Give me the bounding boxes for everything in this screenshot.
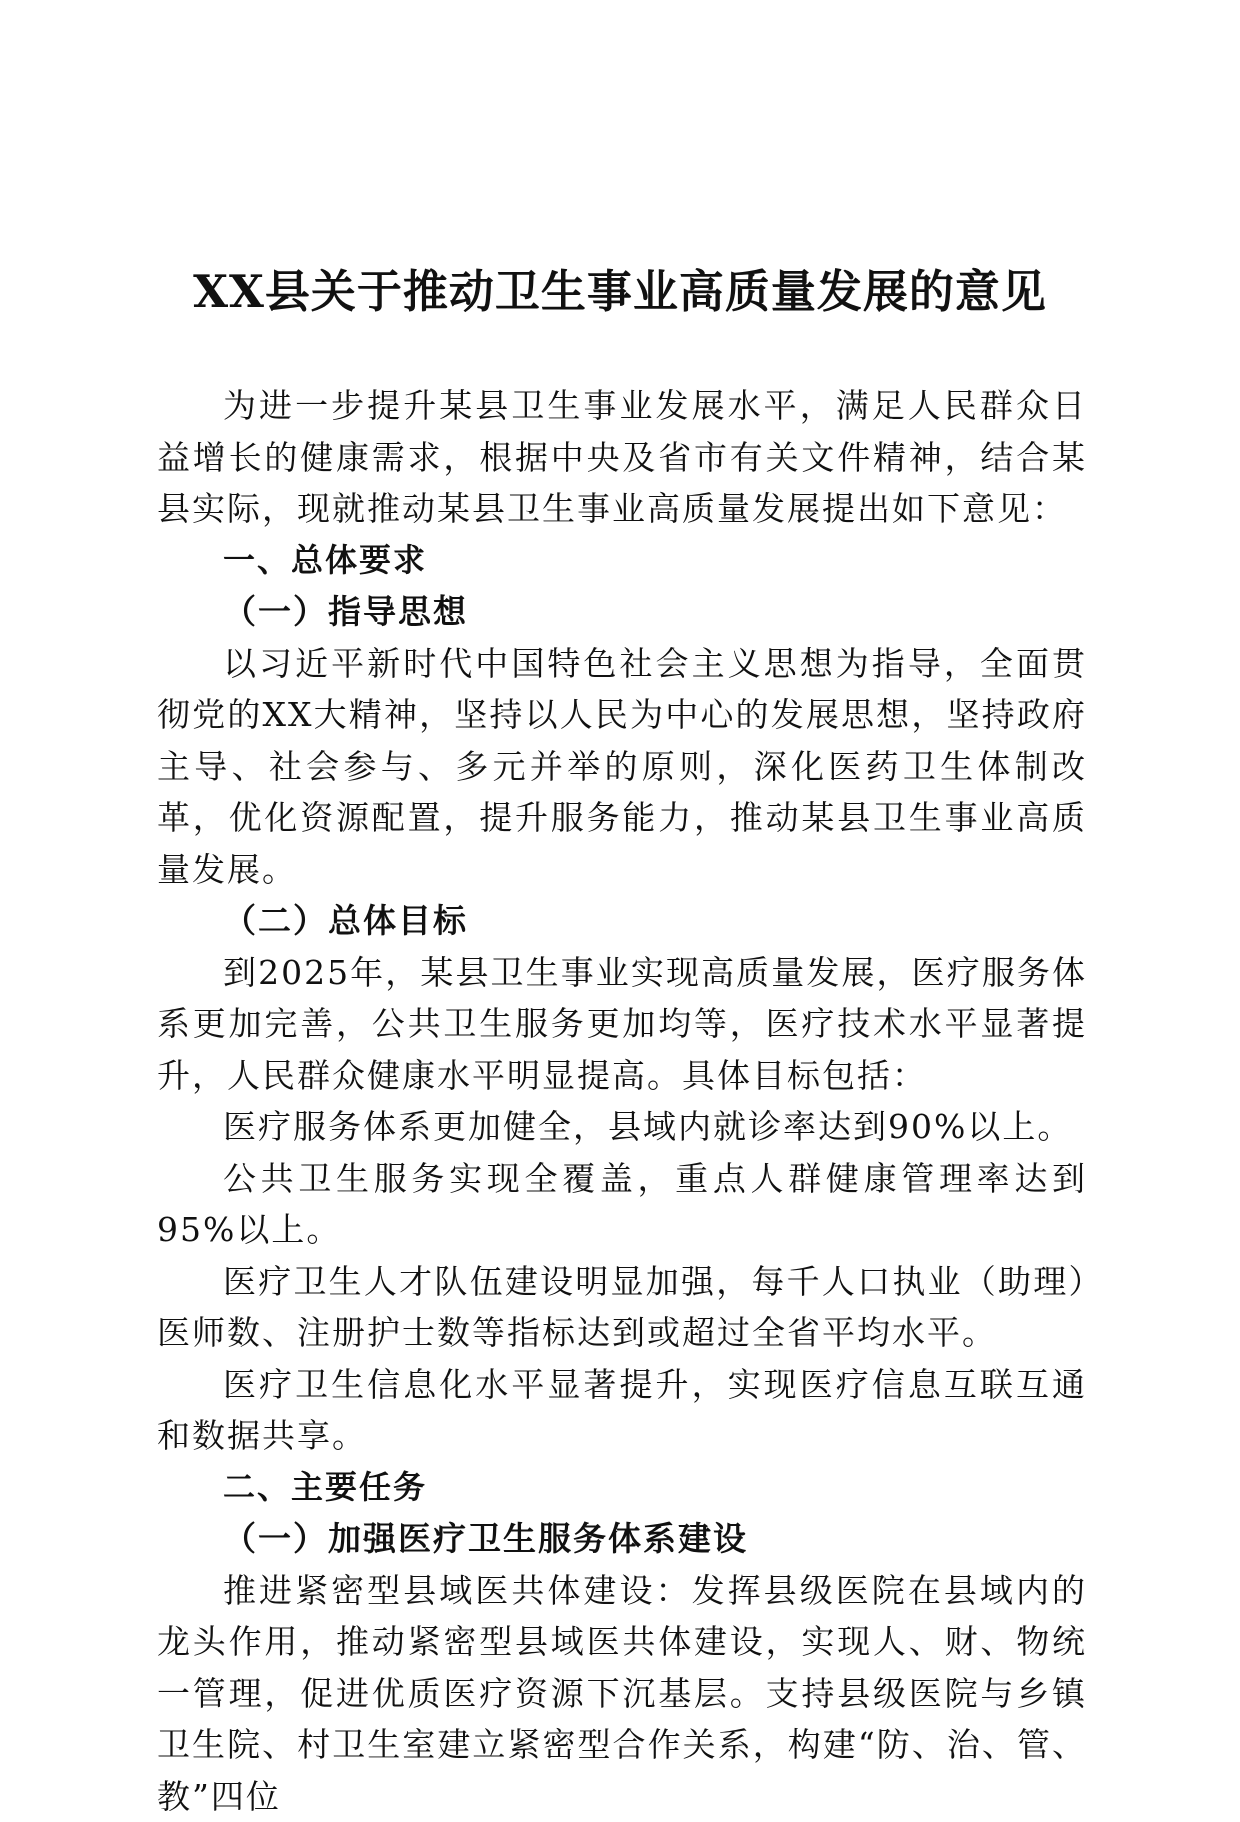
document-body xyxy=(157,380,1087,1822)
subsection-heading-overall-goals: （二）总体目标 xyxy=(157,895,1087,947)
section-heading-general-requirements: 一、总体要求 xyxy=(157,535,1087,587)
goal-item: 医疗卫生人才队伍建设明显加强，每千人口执业（助理）医师数、注册护士数等指标达到或超过全省平均水平。 xyxy=(157,1256,1087,1359)
service-system-paragraph: 推进紧密型县域医共体建设：发挥县级医院在县域内的龙头作用，推动紧密型县域医共体建设，实现人、财、物统一管理，促进优质医疗资源下沉基层。支持县级医院与乡镇卫生院、村卫生室建立紧密型合作关系，构建“防、治、管、教”四位 xyxy=(157,1565,1087,1822)
goal-item: 公共卫生服务实现全覆盖，重点人群健康管理率达到95%以上。 xyxy=(157,1153,1087,1256)
overall-goals-paragraph: 到2025年，某县卫生事业实现高质量发展，医疗服务体系更加完善，公共卫生服务更加均等，医疗技术水平显著提升，人民群众健康水平明显提高。具体目标包括： xyxy=(157,947,1087,1102)
goal-item: 医疗卫生信息化水平显著提升，实现医疗信息互联互通和数据共享。 xyxy=(157,1359,1087,1462)
guiding-ideology-paragraph: 以习近平新时代中国特色社会主义思想为指导，全面贯彻党的XX大精神，坚持以人民为中心的发展思想，坚持政府主导、社会参与、多元并举的原则，深化医药卫生体制改革，优化资源配置，提升服务能力，推动某县卫生事业高质量发展。 xyxy=(157,638,1087,896)
intro-paragraph: 为进一步提升某县卫生事业发展水平，满足人民群众日益增长的健康需求，根据中央及省市有关文件精神，结合某县实际，现就推动某县卫生事业高质量发展提出如下意见： xyxy=(157,380,1087,535)
section-heading-main-tasks: 二、主要任务 xyxy=(157,1462,1087,1514)
document-title: XX县关于推动卫生事业高质量发展的意见 xyxy=(0,262,1240,322)
subsection-heading-guiding-ideology: （一）指导思想 xyxy=(157,586,1087,638)
goal-item: 医疗服务体系更加健全，县域内就诊率达到90%以上。 xyxy=(157,1101,1087,1153)
subsection-heading-service-system: （一）加强医疗卫生服务体系建设 xyxy=(157,1513,1087,1565)
